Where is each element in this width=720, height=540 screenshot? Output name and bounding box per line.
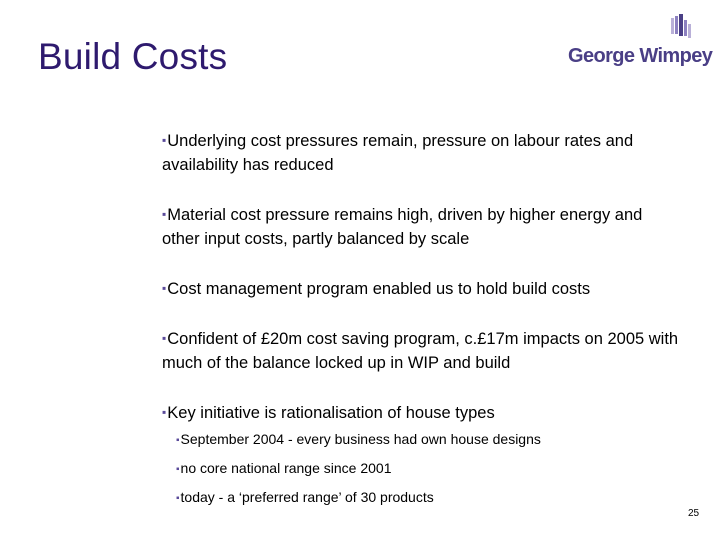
sub-bullet-text: September 2004 - every business had own house designs	[180, 431, 541, 447]
bullet-marker-icon: ▪	[162, 405, 167, 419]
bullet-marker-icon: ▪	[162, 133, 167, 147]
sub-bullet-item	[176, 459, 682, 479]
sub-bullet-item	[176, 430, 682, 450]
bullet-marker-icon: ▪	[162, 331, 167, 345]
bullet-marker-icon: ▪	[162, 281, 167, 295]
bullet-item	[162, 202, 682, 251]
sub-bullet-marker-icon: ▪	[176, 464, 180, 475]
bullet-text: Confident of £20m cost saving program, c.£17m impacts on 2005 with much of the balance locked up in WIP and build	[162, 330, 679, 372]
sub-bullet-text: no core national range since 2001	[180, 460, 392, 476]
sub-bullet-marker-icon: ▪	[176, 493, 180, 504]
company-logo	[568, 14, 713, 74]
sub-bullet-marker-icon: ▪	[176, 435, 180, 446]
bullet-text: Material cost pressure remains high, driven by higher energy and other input costs, partly balanced by scale	[162, 206, 643, 248]
bullet-item	[162, 128, 682, 177]
sub-bullet-item	[176, 488, 682, 508]
bullet-text: Key initiative is rationalisation of house types	[167, 404, 495, 422]
sub-bullet-text: today - a ‘preferred range’ of 30 products	[180, 489, 434, 505]
bullet-item	[162, 276, 682, 301]
stacked-bars-logo-icon	[671, 14, 695, 46]
bullet-text: Underlying cost pressures remain, pressure on labour rates and availability has reduced	[162, 132, 634, 174]
logo-text: George Wimpey	[568, 45, 713, 67]
bullet-list	[162, 128, 682, 517]
bullet-item	[162, 400, 682, 425]
sub-bullet-list	[162, 430, 682, 508]
bullet-item	[162, 326, 682, 375]
slide-title: Build Costs	[38, 36, 228, 77]
page-number: 25	[688, 508, 700, 519]
bullet-marker-icon: ▪	[162, 207, 167, 221]
bullet-text: Cost management program enabled us to hold build costs	[167, 280, 591, 298]
